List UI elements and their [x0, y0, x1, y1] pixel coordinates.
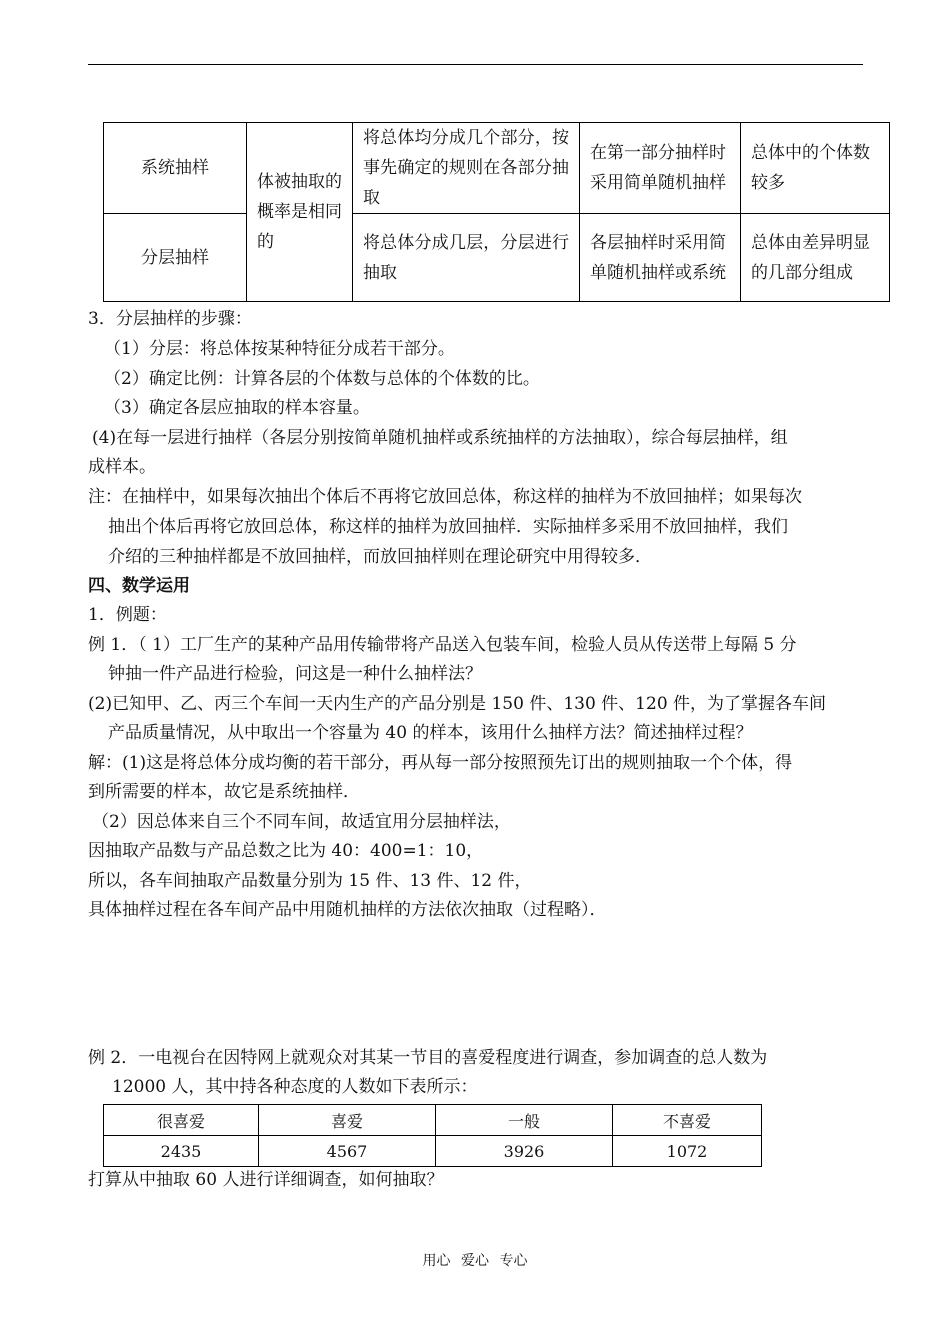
- note-text: 抽出个体后再将它放回总体，称这样的抽样为放回抽样．实际抽样多采用不放回抽样，我们: [108, 517, 788, 537]
- solution-text: （2）因总体来自三个不同车间，故适宜用分层抽样法，: [92, 812, 511, 832]
- survey-table: [103, 1104, 762, 1167]
- table-row: [104, 123, 890, 214]
- example-text: (2)已知甲、乙、丙三个车间一天内生产的产品分别是 150 件、130 件、120 件，为了掌握各车间: [88, 694, 827, 714]
- table-value-cell: 4567: [259, 1136, 436, 1167]
- example-text: 钟抽一件产品进行检验，问这是一种什么抽样法？: [108, 664, 482, 684]
- scope-cell: 总体中的个体数较多: [741, 123, 890, 214]
- table-value-cell: 1072: [613, 1136, 762, 1167]
- example-text: 产品质量情况，从中取出一个容量为 40 的样本，该用什么抽样方法？简述抽样过程？: [108, 723, 753, 743]
- solution-text: 具体抽样过程在各车间产品中用随机抽样的方法依次抽取（过程略）．: [88, 900, 607, 920]
- step-item: （3）确定各层应抽取的样本容量。: [104, 398, 370, 418]
- table-header-cell: 喜爱: [259, 1105, 436, 1136]
- feature-cell: 将总体分成几层，分层进行抽取: [353, 214, 580, 302]
- example-text: 例 2．一电视台在因特网上就观众对其某一节目的喜爱程度进行调查，参加调查的总人数为: [88, 1048, 768, 1068]
- note-text: 注：在抽样中，如果每次抽出个体后不再将它放回总体，称这样的抽样为不放回抽样；如果每次: [88, 487, 802, 507]
- common-feature-cell: 体被抽取的概率是相同的: [247, 123, 353, 302]
- page-footer: 用心 爱心 专心: [422, 1253, 528, 1269]
- scope-cell: 总体由差异明显的几部分组成: [741, 214, 890, 302]
- step-item: (4)在每一层进行抽样（各层分别按简单随机抽样或系统抽样的方法抽取），综合每层抽样，组: [92, 428, 788, 448]
- solution-text: 所以，各车间抽取产品数量分别为 15 件、13 件、12 件，: [88, 871, 532, 891]
- method-name-cell: 系统抽样: [104, 123, 247, 214]
- note-text: 介绍的三种抽样都是不放回抽样，而放回抽样则在理论研究中用得较多．: [108, 547, 652, 567]
- feature-cell: 将总体均分成几个部分，按事先确定的规则在各部分抽取: [353, 123, 580, 214]
- table-header-cell: 一般: [436, 1105, 613, 1136]
- sampling-comparison-table: [103, 122, 890, 302]
- relation-cell: 各层抽样时采用简单随机抽样或系统: [580, 214, 741, 302]
- section-heading: 3．分层抽样的步骤：: [88, 309, 252, 329]
- section-title: 四、数学运用: [88, 576, 190, 596]
- table-row: [104, 1136, 762, 1167]
- table-row: [104, 214, 890, 302]
- table-header-cell: 很喜爱: [104, 1105, 259, 1136]
- question-text: 打算从中抽取 60 人进行详细调查，如何抽取？: [88, 1170, 444, 1190]
- table-header-cell: 不喜爱: [613, 1105, 762, 1136]
- solution-text: 因抽取产品数与产品总数之比为 40：400=1：10，: [88, 841, 484, 861]
- table-value-cell: 3926: [436, 1136, 613, 1167]
- step-item-continued: 成样本。: [88, 457, 156, 477]
- step-item: （2）确定比例：计算各层的个体数与总体的个体数的比。: [104, 369, 540, 389]
- relation-cell: 在第一部分抽样时采用简单随机抽样: [580, 123, 741, 214]
- table-value-cell: 2435: [104, 1136, 259, 1167]
- method-name-cell: 分层抽样: [104, 214, 247, 302]
- solution-text: 解：(1)这是将总体分成均衡的若干部分，再从每一部分按照预先订出的规则抽取一个个体，得: [88, 753, 793, 773]
- step-item: （1）分层：将总体按某种特征分成若干部分。: [104, 339, 455, 359]
- example-text: 12000 人，其中持各种态度的人数如下表所示：: [112, 1077, 478, 1097]
- header-rule: [88, 64, 863, 65]
- table-row: [104, 1105, 762, 1136]
- solution-text: 到所需要的样本，故它是系统抽样．: [88, 782, 360, 802]
- example-text: 例 1．（ 1）工厂生产的某种产品用传输带将产品送入包装车间，检验人员从传送带上每隔 5 分: [88, 635, 797, 655]
- subsection-heading: 1．例题：: [88, 605, 167, 625]
